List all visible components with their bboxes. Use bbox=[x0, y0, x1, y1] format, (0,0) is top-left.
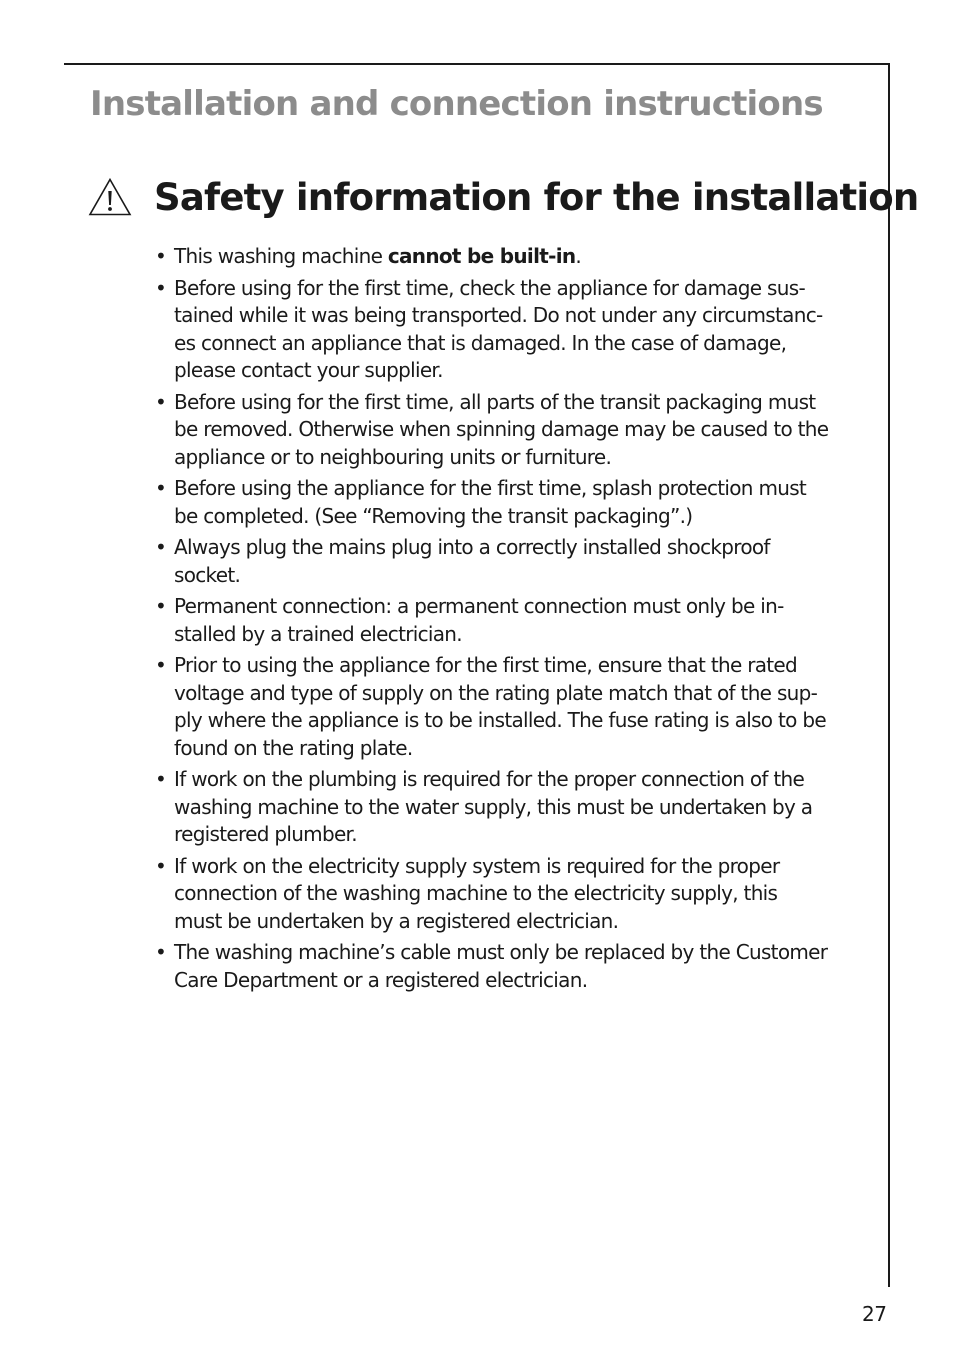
bullet-text: Always plug the mains plug into a correctly installed shockproof socket. bbox=[174, 535, 770, 587]
bullet-dot: • bbox=[155, 767, 167, 791]
page-number: 27 bbox=[862, 1302, 887, 1326]
bullet-text: If work on the electricity supply system is required for the proper connection of the washing machine to the electricity supply, this must be undertaken by a registered electrician. bbox=[174, 853, 780, 933]
heading-row bbox=[88, 172, 918, 222]
bullet-text: Before using for the first time, check the appliance for damage sus- tained while it was being transported. Do not under any circumstanc- es connect an appliance that is damaged. In the case of damage, please contact your supplier. bbox=[174, 275, 823, 382]
page-heading: Safety information for the installation bbox=[154, 175, 919, 219]
bullet-text: If work on the plumbing is required for the proper connection of the washing machine to the water supply, this must be undertaken by a registered plumber. bbox=[174, 767, 813, 846]
bullet-text-prefix: This washing machine bbox=[174, 244, 388, 268]
list-item bbox=[155, 853, 875, 936]
bullet-dot: • bbox=[155, 853, 167, 878]
list-item bbox=[155, 939, 875, 994]
warning-triangle-icon bbox=[88, 177, 132, 217]
bullet-dot: • bbox=[155, 653, 167, 677]
section-title: Installation and connection instructions bbox=[90, 84, 823, 124]
list-item bbox=[155, 534, 875, 589]
list-item bbox=[155, 275, 875, 385]
bullet-dot: • bbox=[155, 940, 167, 964]
bullet-dot: • bbox=[155, 535, 167, 559]
bullet-dot: • bbox=[155, 275, 167, 300]
bullet-text: The washing machine’s cable must only be replaced by the Customer Care Department or a registered electrician. bbox=[174, 940, 828, 992]
list-item bbox=[155, 243, 875, 271]
bullet-text: Before using for the first time, all parts of the transit packaging must be removed. Otherwise when spinning damage may be caused to the appliance or to neighbouring units or furniture. bbox=[174, 389, 829, 469]
bullet-dot: • bbox=[155, 594, 167, 618]
list-item bbox=[155, 593, 875, 648]
list-item bbox=[155, 652, 875, 762]
list-item bbox=[155, 475, 875, 530]
bullet-text: Prior to using the appliance for the first time, ensure that the rated voltage and type of supply on the rating plate match that of the sup- ply where the appliance is to be installed. The fuse rating is also to be found on the rating plate. bbox=[174, 653, 826, 760]
safety-bullet-list bbox=[155, 243, 875, 998]
bullet-dot: • bbox=[155, 244, 167, 268]
right-margin-rule bbox=[888, 63, 890, 1287]
top-rule bbox=[64, 63, 890, 65]
bullet-text: Permanent connection: a permanent connection must only be in- stalled by a trained electrician. bbox=[174, 594, 784, 646]
bullet-text: Before using the appliance for the first time, splash protection must be completed. (See “Removing the transit packaging”.) bbox=[174, 476, 807, 528]
bullet-dot: • bbox=[155, 389, 167, 414]
list-item bbox=[155, 389, 875, 472]
list-item bbox=[155, 766, 875, 849]
bullet-text-emphasis: cannot be built-in bbox=[387, 244, 576, 268]
bullet-text bbox=[174, 244, 581, 268]
bullet-text-suffix: . bbox=[575, 244, 582, 268]
bullet-dot: • bbox=[155, 476, 167, 500]
